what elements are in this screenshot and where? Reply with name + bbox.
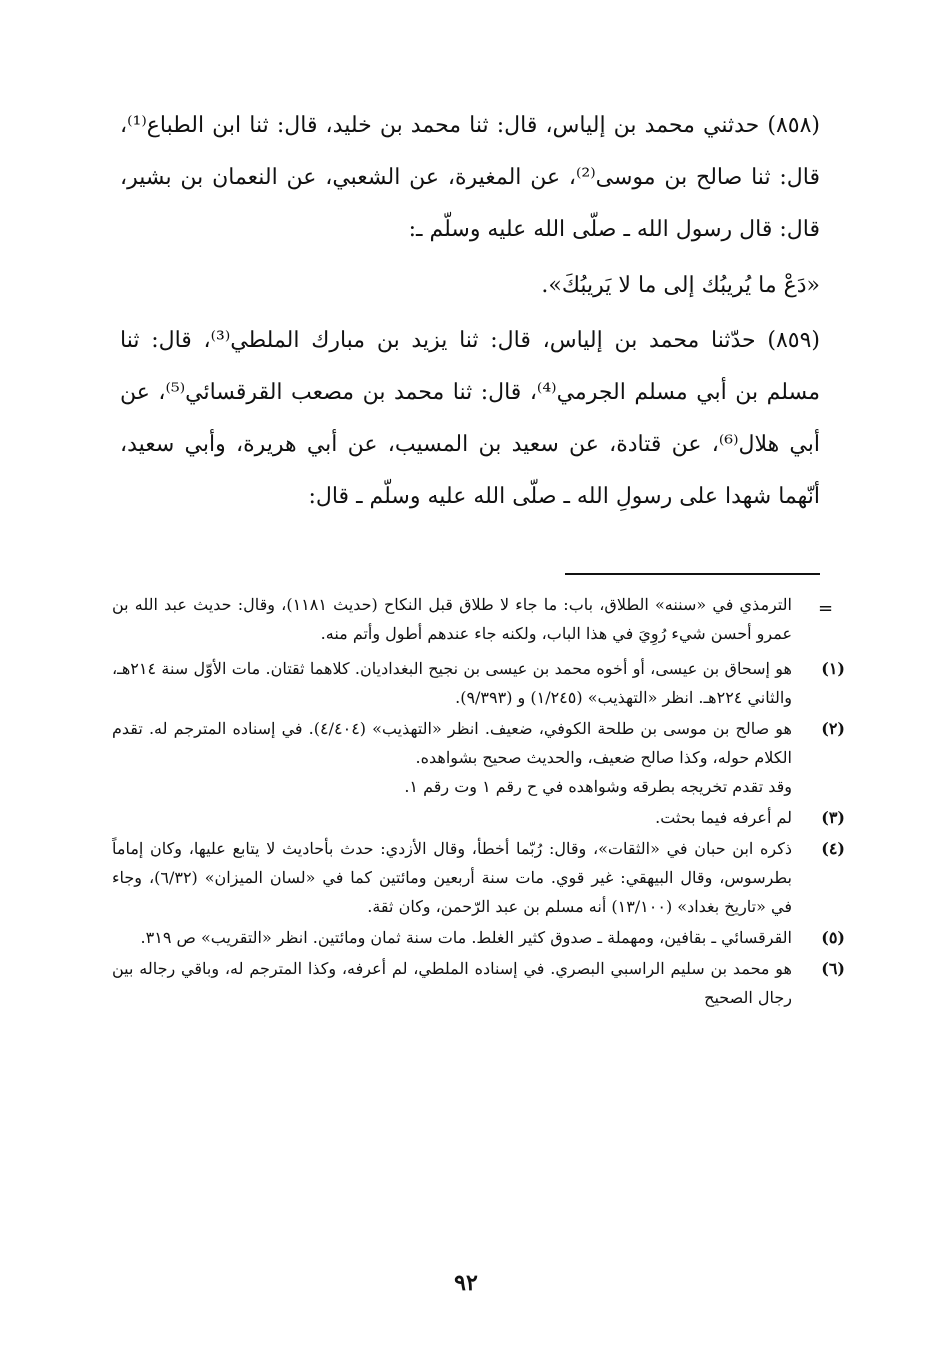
footnote-continuation-text: الترمذي في «سننه» الطلاق، باب: ما جاء لا طلاق قبل النكاح (حديث ١١٨١)، وقال: حديث عبد الله بن عمرو أحسن شيء رُوِيَ في هذا الباب، ولكنه جاء عندهم أطول وأتم منه. xyxy=(112,595,792,643)
hadith-858-matn-text: «دَعْ ما يُريبُك إلى ما لا يَريبُكَ». xyxy=(541,273,820,298)
footnote-1 xyxy=(112,654,845,712)
footnote-number: (٢) xyxy=(821,719,845,738)
hadith-858-matn xyxy=(120,260,820,312)
hadith-859 xyxy=(120,315,820,523)
hadith-859-text: (٨٥٩) حدّثنا محمد بن إلياس، قال: ثنا يزيد بن مبارك الملطي⁽³⁾، قال: ثنا مسلم بن أبي مسلم الجرمي⁽⁴⁾، قال: ثنا محمد بن مصعب القرقسائي⁽⁵⁾، عن أبي هلال⁽⁶⁾، عن قتادة، عن سعيد بن المسيب، عن أبي هريرة، وأبي سعيد، أنّهما شهدا على رسولِ الله ـ صلّى الله عليه وسلّم ـ قال: xyxy=(120,328,820,509)
footnote-text: ذكره ابن حبان في «الثقات»، وقال: رُبّما أخطأ، وقال الأزدي: حدث بأحاديث لا يتابع عليها، وكان إماماً بطرسوس، وقال البيهقي: غير قوي. مات سنة أربعين ومائتين كما في «لسان الميزان» (٦/٣٢)، وجاء في «تاريخ بغداد» (١٣/١٠٠) أنه مسلم بن عبد الرّحمن، وكان ثقة. xyxy=(112,839,793,916)
footnote-continuation-mark: = xyxy=(818,598,834,619)
footnote-text: هو إسحاق بن عيسى، أو أخوه محمد بن عيسى بن نجيح البغداديان. كلاهما ثقتان. مات الأوّل سنة ٢١٤هـ، والثاني ٢٢٤هـ. انظر «التهذيب» (١/٢٤٥) و (٩/٣٩٣). xyxy=(112,659,792,707)
footnote-2 xyxy=(112,714,845,801)
footnote-continuation xyxy=(112,590,792,648)
footnote-number: (٣) xyxy=(821,808,845,827)
footnote-number: (٦) xyxy=(821,959,845,978)
page-number: ٩٢ xyxy=(454,1270,478,1296)
hadith-858 xyxy=(120,100,820,256)
footnote-text: هو محمد بن سليم الراسبي البصري. في إسناده الملطي، لم أعرفه، وكذا المترجم له، وباقي رجاله بين رجال الصحيح xyxy=(112,959,792,1007)
footnote-4 xyxy=(112,834,845,921)
footnote-number: (٤) xyxy=(821,839,845,858)
footnote-divider xyxy=(565,573,820,575)
footnote-extra-text: وقد تقدم تخريجه بطرقه وشواهده في ح رقم ١ وت رقم ١. xyxy=(404,777,792,796)
footnote-number: (٥) xyxy=(821,928,845,947)
footnote-6 xyxy=(112,954,845,1012)
footnote-text: هو صالح بن موسى بن طلحة الكوفي، ضعيف. انظر «التهذيب» (٤/٤٠٤). في إسناده المترجم له. تقدم الكلام حوله، وكذا صالح ضعيف، والحديث صحيح بشواهده. xyxy=(112,719,792,767)
footnote-text: القرقسائي ـ بقافين، ومهملة ـ صدوق كثير الغلط. مات سنة ثمان ومائتين. انظر «التقريب» ص ٣١٩. xyxy=(140,928,792,947)
footnote-5 xyxy=(112,923,845,952)
footnote-3 xyxy=(112,803,845,832)
hadith-858-text: (٨٥٨) حدثني محمد بن إلياس، قال: ثنا محمد بن خليد، قال: ثنا ابن الطباع⁽¹⁾، قال: ثنا صالح بن موسى⁽²⁾، عن المغيرة، عن الشعبي، عن النعمان بن بشير، قال: قال رسول الله ـ صلّى الله عليه وسلّم ـ: xyxy=(120,113,820,242)
footnote-number: (١) xyxy=(821,659,845,678)
footnote-text: لم أعرفه فيما بحثت. xyxy=(655,808,792,827)
footnotes xyxy=(112,590,845,1014)
